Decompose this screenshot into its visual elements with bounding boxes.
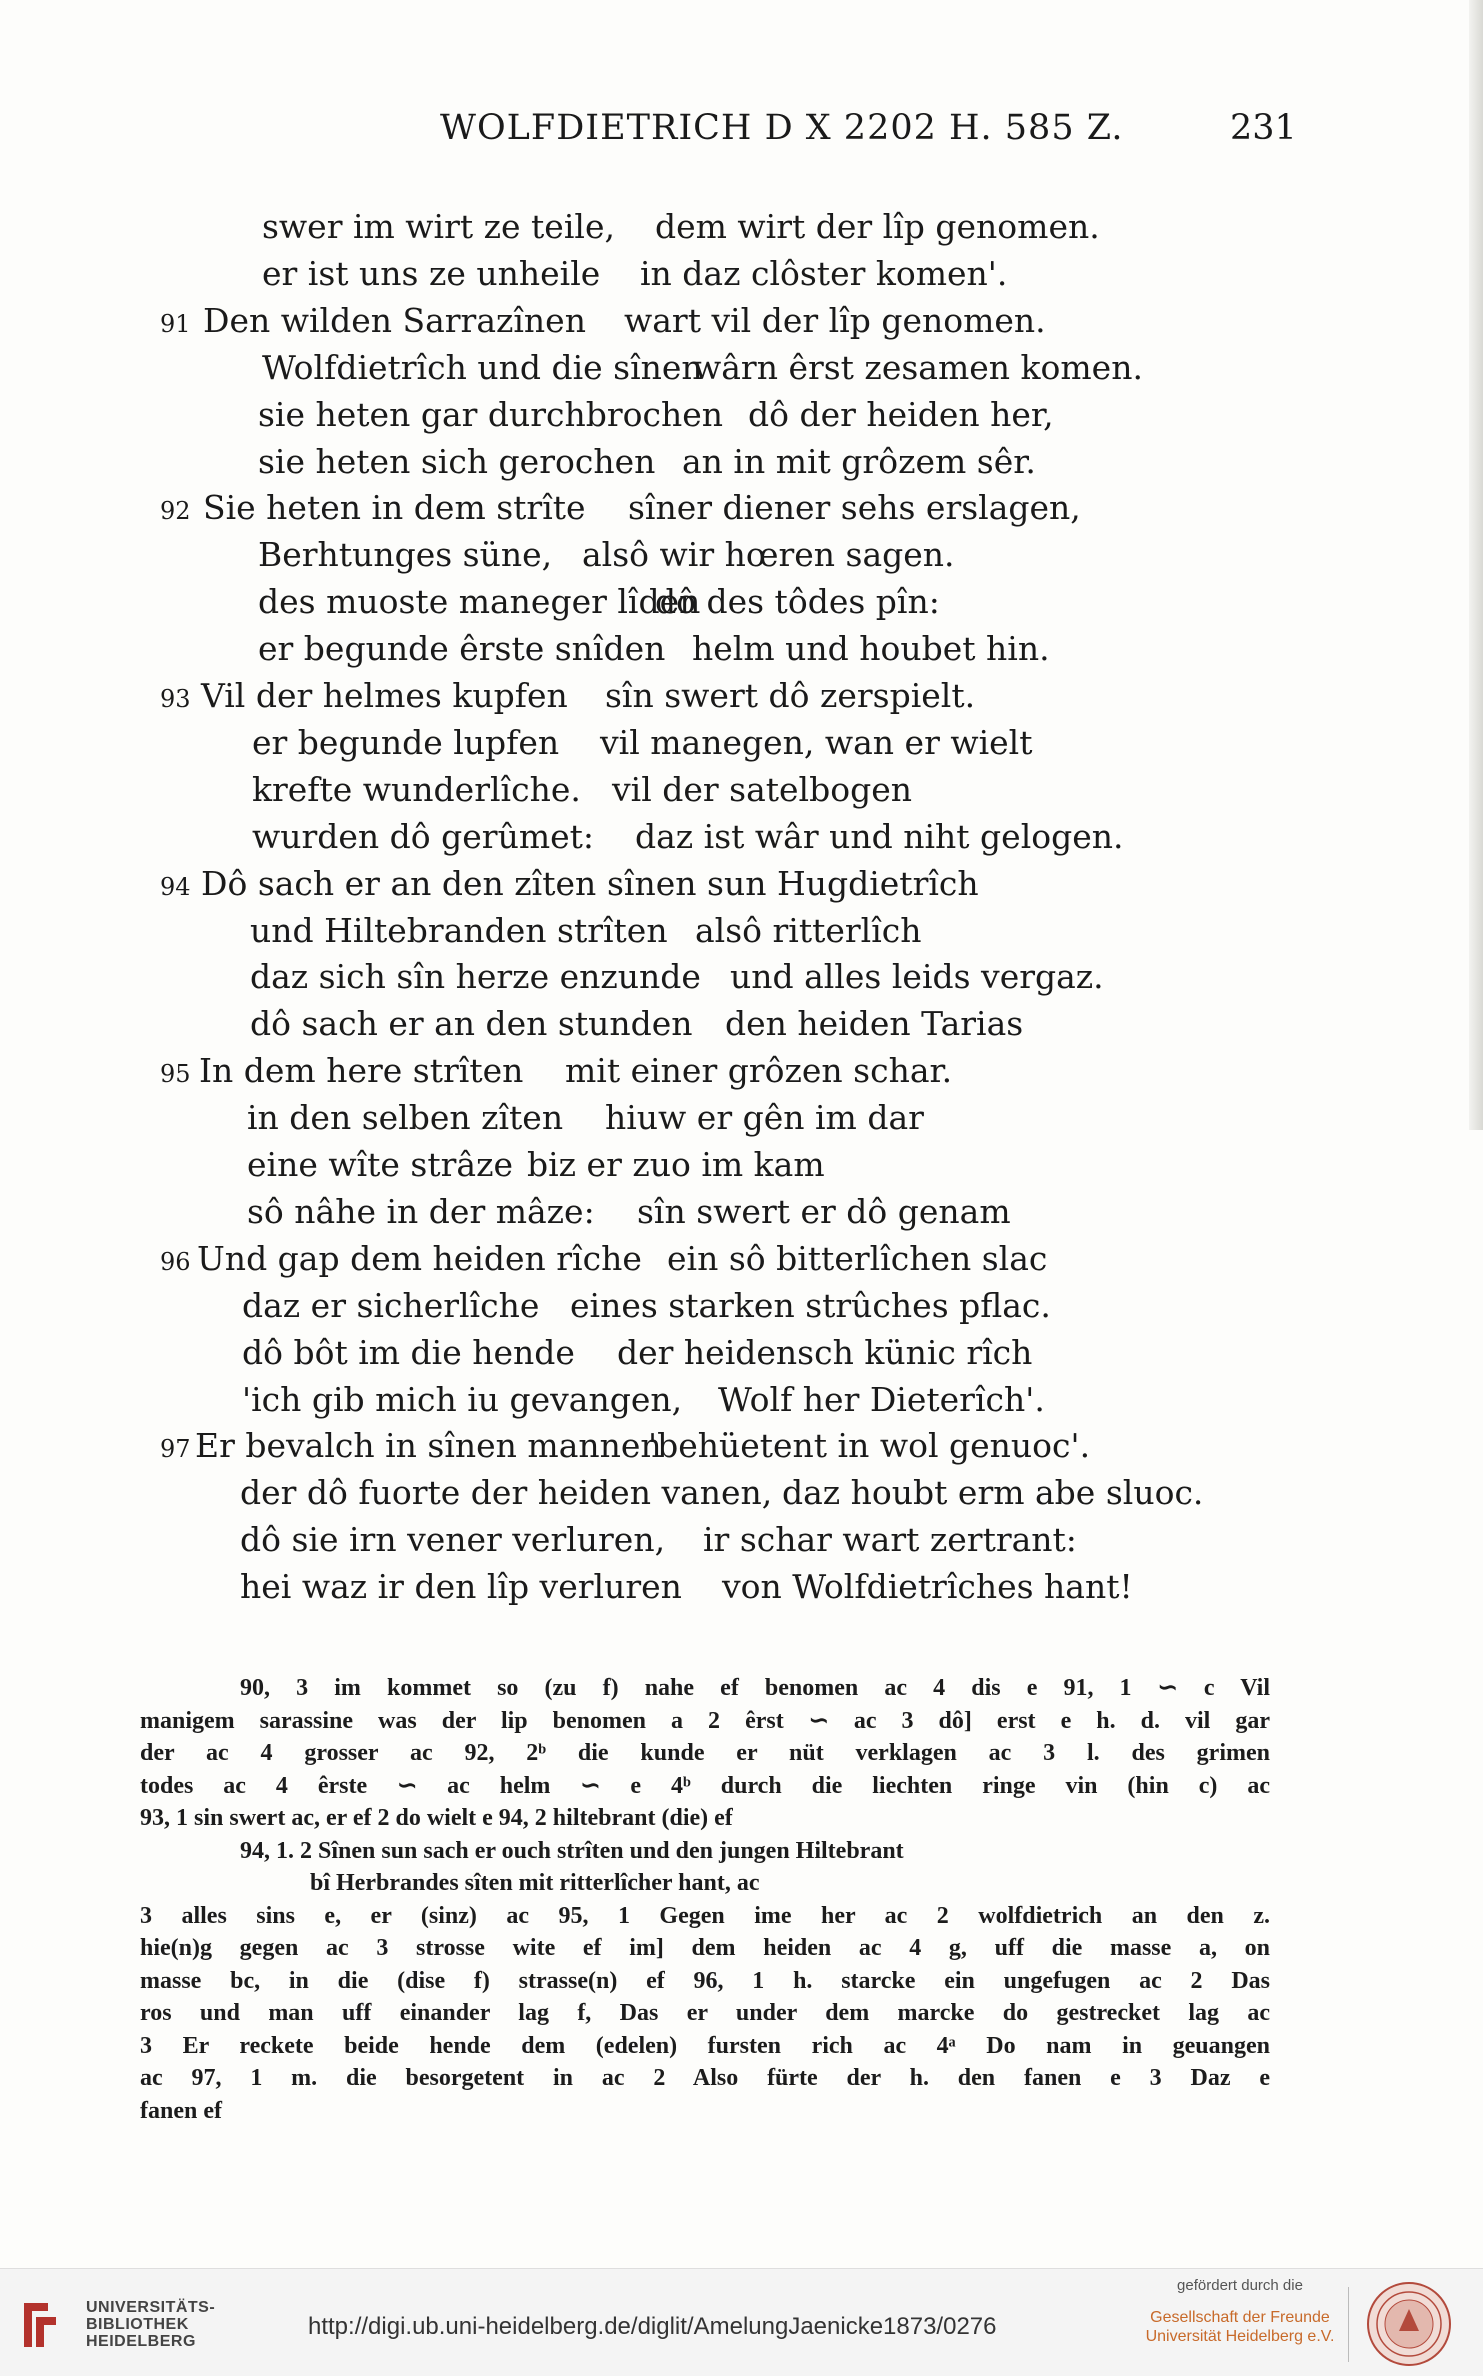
verse-first-half: wurden dô gerûmet: — [252, 816, 595, 856]
verse-first-half: Wolfdietrîch und die sînen — [262, 347, 703, 387]
footnote-line: masse bc, in die (dise f) strasse(n) ef 96, 1 h. starcke ein ungefugen ac 2 Das — [140, 1967, 1270, 1994]
verse-line — [0, 1189, 1483, 1235]
verse-second-half: dô der heiden her, — [748, 394, 1054, 434]
strophe-number: 97 — [160, 1435, 191, 1464]
verse-second-half: hiuw er gên im dar — [605, 1098, 924, 1138]
strophe-number: 95 — [160, 1060, 191, 1089]
sponsor-name-line1: Gesellschaft der Freunde — [1150, 2309, 1330, 2326]
verse-line — [0, 1236, 1483, 1282]
verse-first-half: Berhtunges süne, — [258, 535, 553, 575]
verse-first-half: er begunde lupfen — [252, 722, 560, 762]
verse-first-half: daz er sicherlîche — [242, 1285, 540, 1325]
verse-second-half: sîn swert dô zerspielt. — [605, 676, 976, 715]
verse-first-half: Sie heten in dem strîte — [203, 488, 586, 528]
strophe-number: 91 — [160, 309, 191, 338]
verse-line — [0, 626, 1483, 672]
verse-first-half: in den selben zîten — [247, 1098, 564, 1138]
footnote-line: manigem sarassine was der lip benomen a 2 êrst ∽ ac 3 dô] erst e h. d. vil gar — [140, 1707, 1270, 1734]
verse-second-half: von Wolfdietrîches hant! — [722, 1567, 1133, 1607]
strophe-number: 92 — [160, 497, 191, 526]
footnote-line: 94, 1. 2 Sînen sun sach er ouch strîten und den jungen Hiltebrant — [240, 1837, 904, 1864]
verse-line — [0, 1517, 1483, 1563]
verse-first-half: sie heten gar durchbrochen — [258, 394, 724, 434]
verse-second-half: eines starken strûches pflac. — [570, 1285, 1051, 1325]
verse-first-half: dô bôt im die hende — [242, 1332, 575, 1372]
sponsor-block — [1140, 2277, 1340, 2346]
verse-line — [0, 485, 1483, 531]
verse-first-half: hei waz ir den lîp verluren — [240, 1567, 682, 1607]
footnote-line: bî Herbrandes sîten mit ritterlîcher hant, ac — [310, 1870, 760, 1896]
verse-first-half: Den wilden Sarrazînen — [203, 300, 586, 340]
verse-second-half: mit einer grôzen schar. — [565, 1051, 953, 1091]
verse-first-half: Vil der helmes kupfen — [201, 676, 568, 715]
verse-first-half: In dem here strîten — [199, 1051, 524, 1091]
verse-second-half: sînen sun Hugdietrîch — [607, 863, 979, 903]
verse-first-half: dô sie irn vener verluren, — [240, 1520, 666, 1560]
verse-line — [0, 954, 1483, 1000]
verse-second-half: und alles leids vergaz. — [730, 957, 1104, 997]
verse-line — [0, 1470, 1483, 1516]
verse-line — [0, 345, 1483, 391]
verse-second-half: ir schar wart zertrant: — [703, 1520, 1077, 1560]
verse-second-half: den heiden Tarias — [725, 1004, 1024, 1044]
strophe-number: 93 — [160, 685, 191, 713]
verse-first-half: krefte wunderlîche. — [252, 769, 581, 809]
critical-apparatus — [140, 1672, 1270, 2127]
footer-divider — [1348, 2287, 1349, 2362]
verse-first-half: des muoste maneger lîden — [258, 582, 701, 622]
verse-line — [0, 532, 1483, 578]
verse-first-half: Und gap dem heiden rîche — [197, 1238, 642, 1278]
verse-second-half: ein sô bitterlîchen slac — [667, 1238, 1048, 1278]
verse-first-half: daz sich sîn herze enzunde — [250, 957, 701, 997]
verse-first-half: swer im wirt ze teile, — [262, 207, 615, 246]
verse-line — [0, 1095, 1483, 1141]
verse-line — [0, 298, 1483, 344]
verse-second-half: daz ist wâr und niht gelogen. — [635, 816, 1124, 856]
verse-line — [0, 1001, 1483, 1047]
footnote-line: der ac 4 grosser ac 92, 2ᵇ die kunde er nüt verklagen ac 3 l. des grimen — [140, 1740, 1270, 1766]
verse-second-half: wârn êrst zesamen komen. — [693, 347, 1143, 387]
library-name: UNIVERSITÄTS- BIBLIOTHEK HEIDELBERG — [86, 2299, 216, 2350]
verse-first-half: der dô fuorte der heiden vanen, — [240, 1473, 773, 1513]
verse-second-half: sîner diener sehs erslagen, — [628, 488, 1081, 528]
verse-second-half: sîn swert er dô genam — [637, 1191, 1011, 1231]
strophe-number: 94 — [160, 872, 191, 901]
footnote-line: fanen ef — [140, 2097, 222, 2124]
verse-line — [0, 1423, 1483, 1469]
verse-line — [0, 1564, 1483, 1610]
verse-first-half: Dô sach er an den zîten — [201, 863, 597, 903]
verse-first-half: sô nâhe in der mâze: — [247, 1191, 595, 1231]
verse-line — [0, 1142, 1483, 1188]
verse-line — [0, 251, 1483, 297]
verse-first-half: er ist uns ze unheile — [262, 253, 601, 293]
sponsor-name-line2: Universität Heidelberg e.V. — [1145, 2328, 1335, 2345]
verse-second-half: helm und houbet hin. — [692, 629, 1050, 669]
page-number: 231 — [1230, 108, 1297, 148]
university-seal-icon — [1366, 2281, 1452, 2367]
verse-second-half: dô des tôdes pîn: — [655, 582, 940, 622]
verse-second-half: Wolf her Dieterîch'. — [718, 1379, 1045, 1419]
verse-first-half: er begunde êrste snîden — [258, 629, 666, 669]
verse-line — [0, 814, 1483, 860]
verse-first-half: und Hiltebranden strîten — [250, 910, 668, 950]
verse-second-half: dem wirt der lîp genomen. — [655, 207, 1100, 246]
verse-second-half: der heidensch künic rîch — [617, 1332, 1033, 1372]
running-head: WOLFDIETRICH D X 2202 H. 585 Z. — [440, 108, 1124, 148]
sponsor-intro: gefördert durch die — [1177, 2277, 1303, 2294]
digitization-footer — [0, 2268, 1483, 2376]
verse-second-half: alsô wir hœren sagen. — [582, 535, 955, 575]
verse-line — [0, 1048, 1483, 1094]
ub-heidelberg-logo-icon — [18, 2297, 62, 2353]
verse-line — [0, 392, 1483, 438]
verse-second-half: 'behüetent in wol genuoc'. — [648, 1426, 1091, 1466]
verse-second-half: wart vil der lîp genomen. — [624, 300, 1046, 340]
verse-second-half: vil manegen, wan er wielt — [600, 722, 1033, 762]
verse-second-half: alsô ritterlîch — [695, 910, 922, 950]
footnote-line: hie(n)g gegen ac 3 strosse wite ef im] dem heiden ac 4 g, uff die masse a, on — [140, 1935, 1270, 1961]
verse-line — [0, 579, 1483, 625]
verse-line — [0, 1283, 1483, 1329]
footnote-line: 3 Er reckete beide hende dem (edelen) fursten rich ac 4ᵃ Do nam in geuangen — [140, 2032, 1270, 2059]
footnote-line: 90, 3 im kommet so (zu f) nahe ef benomen ac 4 dis e 91, 1 ∽ c Vil — [240, 1675, 1270, 1701]
strophe-number: 96 — [160, 1247, 191, 1276]
verse-first-half: eine wîte strâze — [247, 1145, 513, 1184]
footnote-line: todes ac 4 êrste ∽ ac helm ∽ e 4ᵇ durch die liechten ringe vin (hin c) ac — [140, 1772, 1270, 1799]
verse-line — [0, 1377, 1483, 1423]
verse-line — [0, 720, 1483, 766]
verse-line — [0, 204, 1483, 250]
footnote-line: ros und man uff einander lag f, Das er under dem marcke do gestrecket lag ac — [140, 2000, 1270, 2026]
verse-second-half: daz houbt erm abe sluoc. — [782, 1473, 1204, 1513]
verse-first-half: sie heten sich gerochen — [258, 441, 656, 481]
verse-first-half: Er bevalch in sînen mannen — [195, 1426, 662, 1466]
verse-first-half: 'ich gib mich iu gevangen, — [242, 1379, 683, 1419]
verse-line — [0, 439, 1483, 485]
verse-second-half: an in mit grôzem sêr. — [682, 441, 1036, 481]
verse-line — [0, 1330, 1483, 1376]
footnote-line: ac 97, 1 m. die besorgetent in ac 2 Also fürte der h. den fanen e 3 Daz e — [140, 2065, 1270, 2091]
verse-line — [0, 767, 1483, 813]
footnote-line: 93, 1 sin swert ac, er ef 2 do wielt e 94, 2 hiltebrant (die) ef — [140, 1805, 733, 1831]
permalink[interactable]: http://digi.ub.uni-heidelberg.de/diglit/AmelungJaenicke1873/0276 — [308, 2313, 997, 2340]
verse-line — [0, 673, 1483, 719]
verse-line — [0, 861, 1483, 907]
verse-second-half: vil der satelbogen — [612, 769, 913, 809]
page-header — [0, 108, 1483, 158]
verse-first-half: dô sach er an den stunden — [250, 1004, 693, 1044]
verse-line — [0, 908, 1483, 954]
verse-second-half: biz er zuo im kam — [527, 1145, 825, 1184]
footnote-line: 3 alles sins e, er (sinz) ac 95, 1 Gegen ime her ac 2 wolfdietrich an den z. — [140, 1902, 1270, 1929]
verse-second-half: in daz clôster komen'. — [640, 253, 1008, 293]
